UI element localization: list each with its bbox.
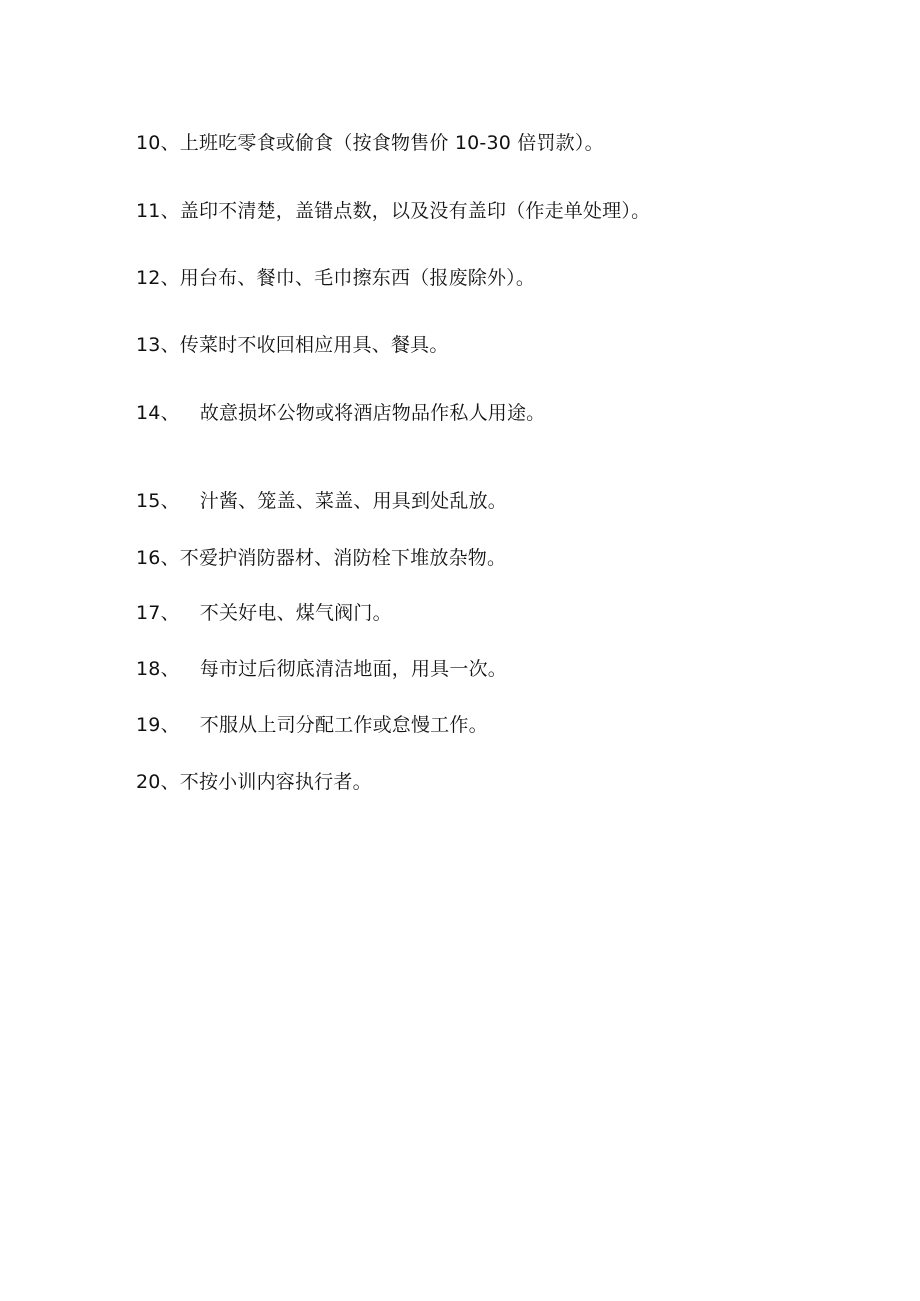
rule-text: 用台布、餐巾、毛巾擦东西（报废除外）。 [179, 267, 536, 289]
rule-separator: 、 [160, 658, 180, 680]
rule-separator: 、 [160, 547, 180, 569]
rule-separator: 、 [160, 490, 180, 512]
rule-number: 13 [136, 334, 161, 356]
rule-separator: 、 [160, 602, 180, 624]
rule-item-13 [136, 332, 449, 358]
rule-number: 16 [136, 547, 161, 569]
rule-item-16 [136, 545, 506, 571]
rule-text: 每市过后彻底清洁地面，用具一次。 [199, 658, 507, 680]
rule-item-10 [136, 130, 604, 156]
rule-item-15 [136, 488, 507, 514]
rule-number: 14 [136, 402, 161, 424]
rule-number: 10 [136, 132, 161, 154]
rule-item-20 [136, 769, 372, 795]
rule-text: 上班吃零食或偷食（按食物售价 10-30 倍罚款）。 [179, 132, 604, 154]
rule-number: 20 [136, 771, 161, 793]
rule-text: 不按小训内容执行者。 [179, 771, 372, 793]
rule-separator: 、 [160, 132, 180, 154]
rule-separator: 、 [160, 771, 180, 793]
rule-separator: 、 [160, 402, 180, 424]
rule-separator: 、 [160, 334, 180, 356]
rule-number: 19 [136, 714, 161, 736]
rule-separator: 、 [160, 714, 180, 736]
rule-text: 盖印不清楚，盖错点数，以及没有盖印（作走单处理）。 [179, 200, 651, 222]
rule-number: 17 [136, 602, 161, 624]
rule-number: 12 [136, 267, 161, 289]
rule-number: 15 [136, 490, 161, 512]
rule-text: 故意损坏公物或将酒店物品作私人用途。 [199, 402, 546, 424]
rule-text: 汁酱、笼盖、菜盖、用具到处乱放。 [199, 490, 507, 512]
rule-item-19 [136, 712, 488, 738]
rule-number: 11 [136, 200, 161, 222]
rule-item-17 [136, 600, 392, 626]
rule-separator: 、 [160, 267, 180, 289]
rule-separator: 、 [160, 200, 180, 222]
rule-text: 不服从上司分配工作或怠慢工作。 [199, 714, 488, 736]
rule-text: 传菜时不收回相应用具、餐具。 [179, 334, 449, 356]
rule-item-18 [136, 656, 507, 682]
rule-text: 不爱护消防器材、消防栓下堆放杂物。 [179, 547, 507, 569]
rule-item-12 [136, 265, 535, 291]
rule-item-11 [136, 198, 650, 224]
rule-text: 不关好电、煤气阀门。 [199, 602, 392, 624]
rule-number: 18 [136, 658, 161, 680]
rule-item-14 [136, 400, 545, 426]
